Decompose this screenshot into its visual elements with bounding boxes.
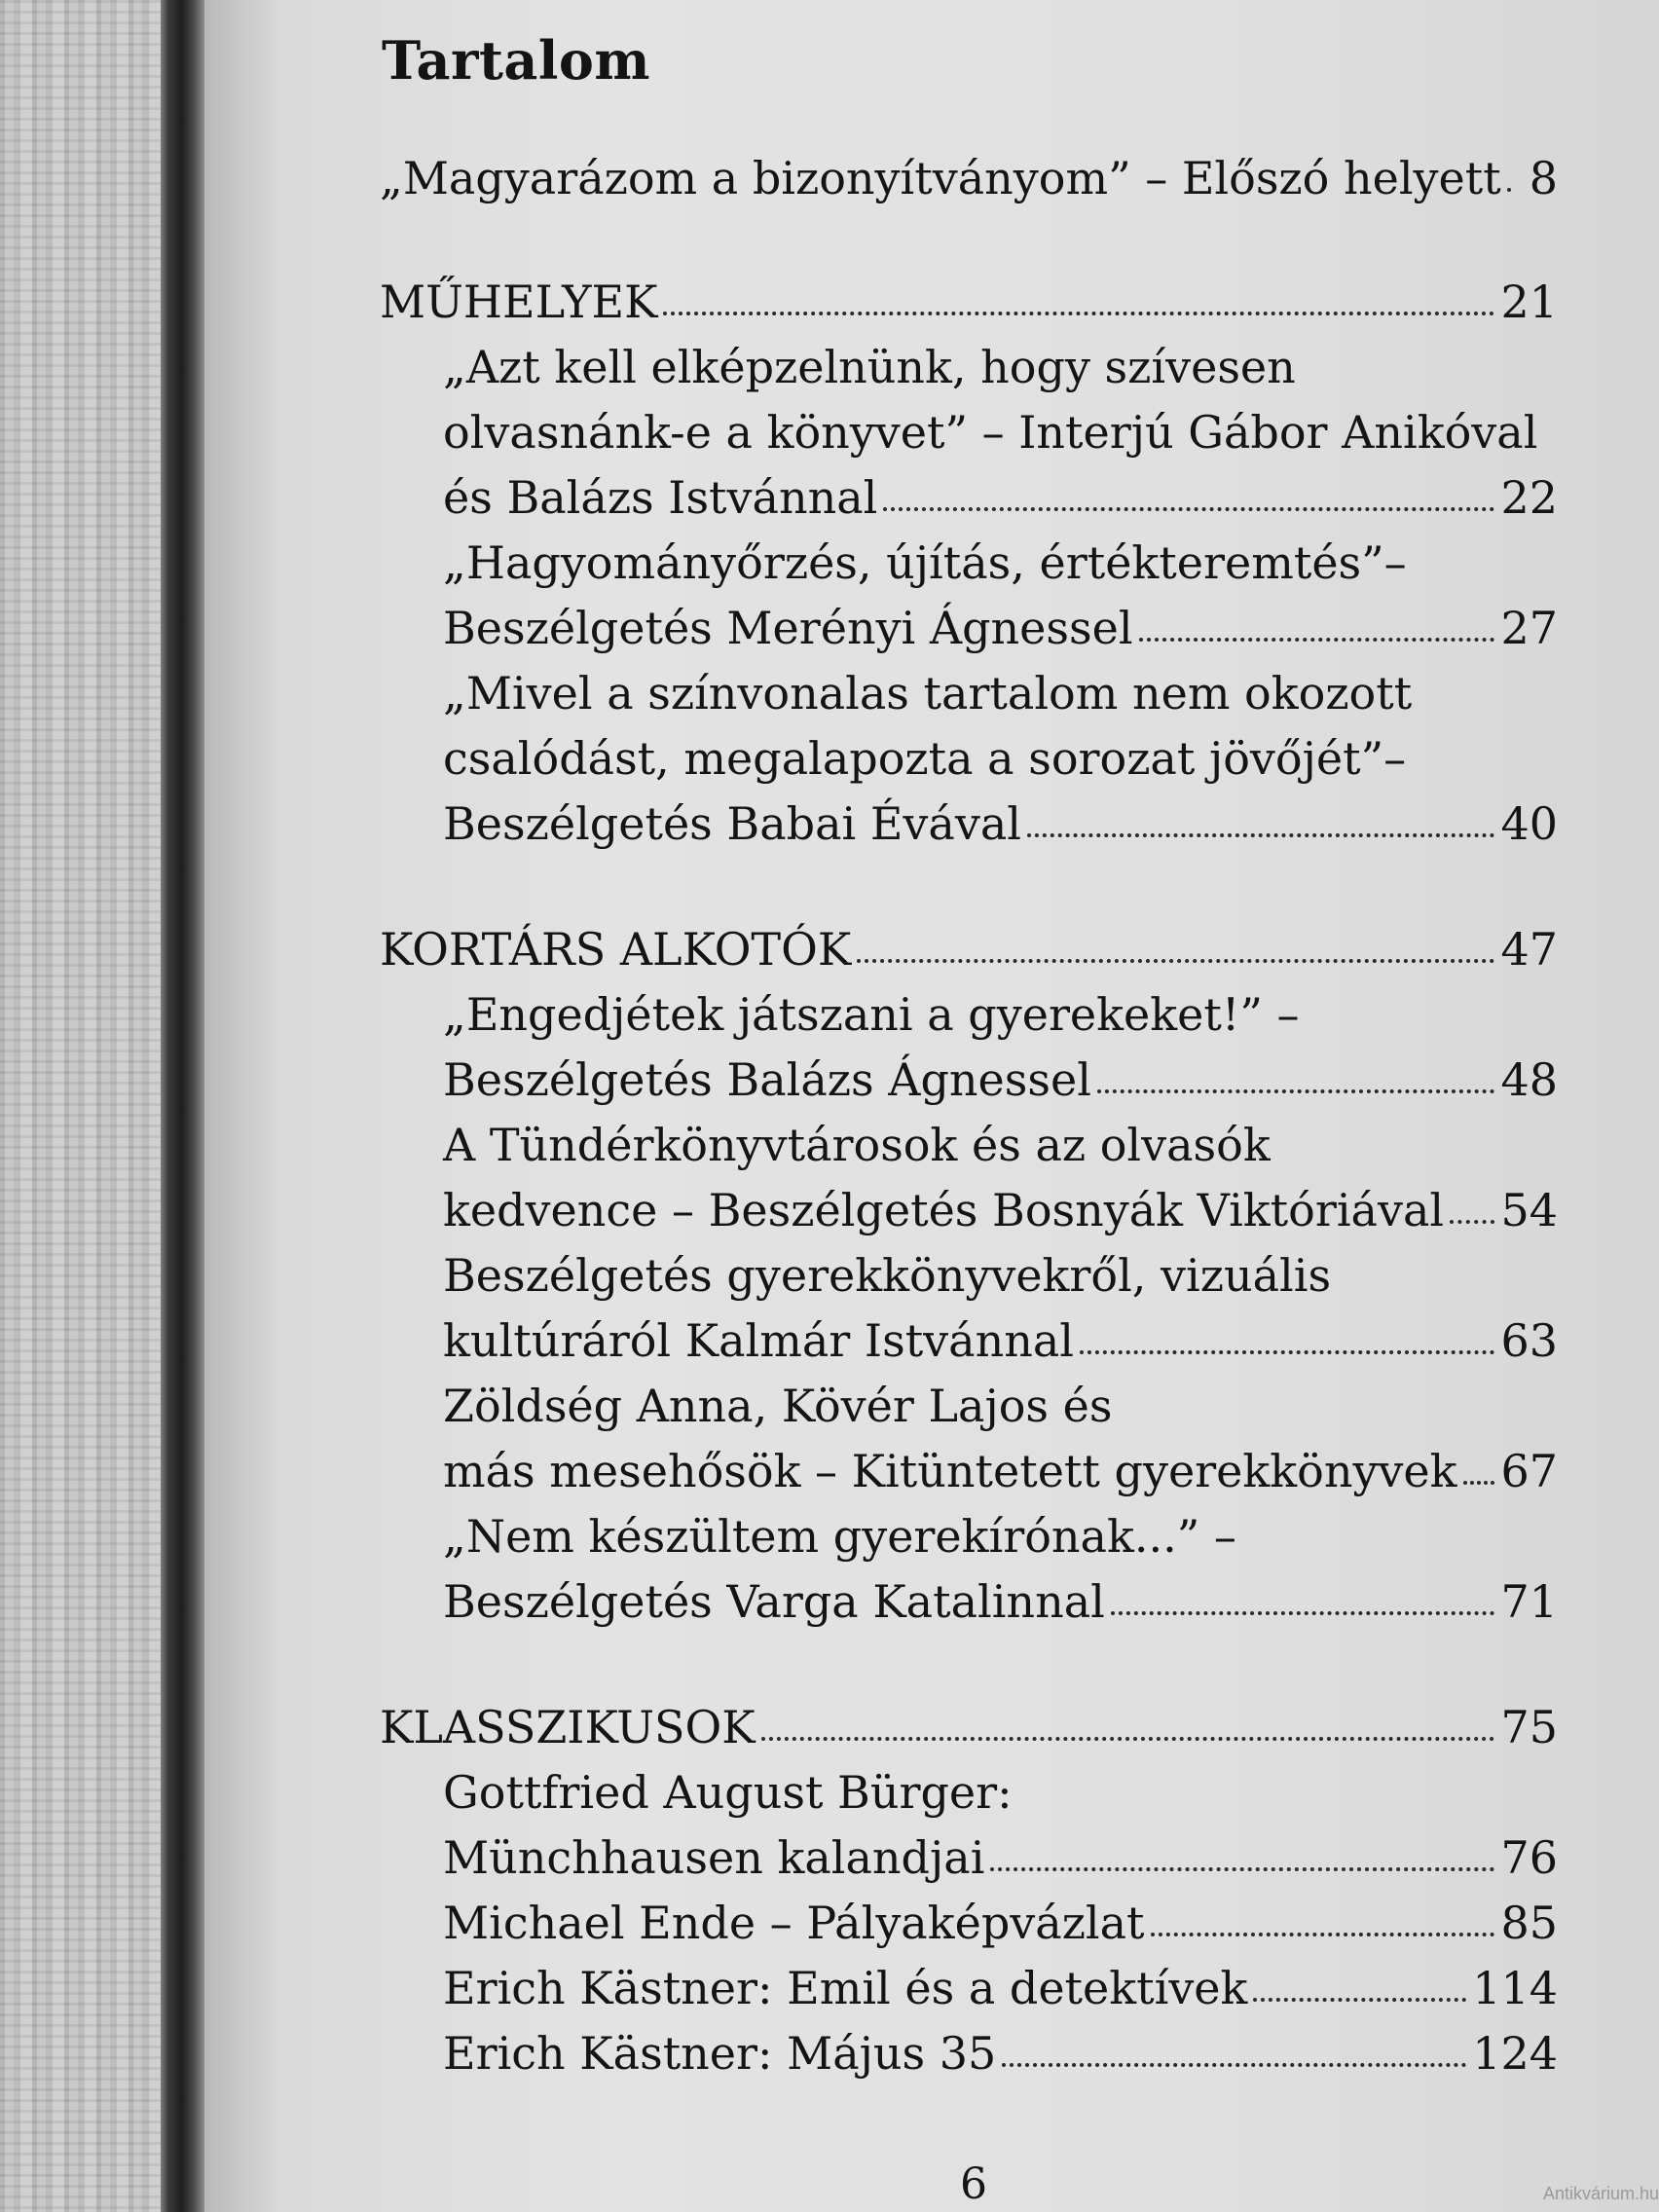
table-of-contents — [380, 29, 1558, 2086]
toc-entry-line: „Hagyományőrzés, újítás, értékteremtés”– — [443, 536, 1407, 589]
toc-page-number: 114 — [1472, 1962, 1558, 2014]
toc-preface-row — [380, 146, 1558, 211]
toc-entry-line: A Tündérkönyvtárosok és az olvasók — [443, 1119, 1271, 1171]
toc-page-number: 85 — [1500, 1897, 1558, 1949]
toc-entry — [380, 1048, 1558, 1113]
toc-page-number: 76 — [1500, 1831, 1558, 1884]
toc-entry-line: „Mivel a színvonalas tartalom nem okozott — [443, 667, 1413, 719]
toc-entry-line: Beszélgetés Merényi Ágnessel — [443, 602, 1133, 654]
watermark-text: Antikvárium.hu — [1542, 2184, 1659, 2203]
toc-entry-line: Münchhausen kalandjai — [443, 1831, 985, 1884]
dot-leader — [1139, 634, 1495, 642]
dot-leader — [1253, 1994, 1466, 2002]
toc-entry — [380, 1956, 1558, 2021]
page-number: 6 — [960, 2159, 987, 2209]
dot-leader — [1507, 184, 1513, 192]
toc-entry — [380, 596, 1558, 661]
dot-leader — [1111, 1607, 1495, 1615]
toc-entry-line: olvasnánk-e a könyvet” – Interjú Gábor Anikóval — [443, 406, 1538, 459]
dot-leader — [663, 308, 1494, 315]
toc-entry — [380, 465, 1558, 531]
toc-entry-line: „Nem készültem gyerekírónak...” – — [443, 1510, 1236, 1563]
toc-page-number: 71 — [1500, 1575, 1558, 1628]
toc-page-number: 63 — [1500, 1314, 1558, 1367]
toc-entry — [380, 1569, 1558, 1635]
toc-entry-line: Erich Kästner: Emil és a detektívek — [443, 1962, 1248, 2014]
toc-page-number: 8 — [1529, 152, 1558, 204]
dot-leader — [1027, 830, 1494, 837]
dot-leader — [1151, 1929, 1495, 1936]
dot-leader — [1450, 1216, 1494, 1224]
toc-page-number: 21 — [1500, 276, 1558, 328]
toc-entry-line: Beszélgetés Balázs Ágnessel — [443, 1053, 1091, 1106]
toc-entry-line: Beszélgetés gyerekkönyvekről, vizuális — [443, 1249, 1332, 1302]
dot-leader — [761, 1733, 1495, 1741]
toc-entry-line: Zöldség Anna, Kövér Lajos és — [443, 1380, 1113, 1432]
toc-entry — [380, 1439, 1558, 1504]
toc-title: Tartalom — [382, 29, 651, 92]
section-title: KLASSZIKUSOK — [380, 1701, 756, 1753]
dot-leader — [990, 1863, 1494, 1871]
toc-page-number: 27 — [1500, 602, 1558, 654]
toc-entry-line: Gottfried August Bürger: — [443, 1766, 1013, 1819]
section-title: MŰHELYEK — [380, 276, 658, 328]
toc-entry-line: Beszélgetés Varga Katalinnal — [443, 1575, 1105, 1628]
book-gutter — [161, 0, 204, 2212]
toc-page-number: 75 — [1500, 1701, 1558, 1753]
toc-page-number: 67 — [1500, 1445, 1558, 1497]
toc-page-number: 124 — [1472, 2027, 1558, 2080]
dot-leader — [1463, 1477, 1495, 1485]
toc-page-number: 22 — [1500, 471, 1558, 524]
toc-entry — [380, 1309, 1558, 1374]
toc-entry-line: csalódást, megalapozta a sorozat jövőjét”– — [443, 732, 1407, 785]
dot-leader — [1002, 2059, 1466, 2067]
section-title: KORTÁRS ALKOTÓK — [380, 923, 852, 976]
book-spine-edge — [0, 0, 161, 2212]
toc-entry-line: Erich Kästner: Május 35 — [443, 2027, 997, 2080]
toc-page-number: 47 — [1500, 923, 1558, 976]
toc-entry-line: „Engedjétek játszani a gyerekeket!” – — [443, 988, 1300, 1041]
toc-entry — [380, 1825, 1558, 1891]
toc-entry — [380, 1891, 1558, 1956]
toc-entry-line: Beszélgetés Babai Évával — [443, 797, 1021, 850]
toc-page-number: 48 — [1500, 1053, 1558, 1106]
toc-entry-line: „Azt kell elképzelnünk, hogy szívesen — [443, 341, 1296, 393]
toc-page-number: 54 — [1500, 1184, 1558, 1236]
toc-entry — [380, 1178, 1558, 1243]
toc-entry — [380, 2021, 1558, 2086]
toc-page-number: 40 — [1500, 797, 1558, 850]
toc-entry-line: kedvence – Beszélgetés Bosnyák Viktóriával — [443, 1184, 1445, 1236]
toc-entry-line: más mesehősök – Kitüntetett gyerekkönyvek — [443, 1445, 1457, 1497]
toc-entry — [380, 792, 1558, 857]
toc-entry-line: Michael Ende – Pályaképvázlat — [443, 1897, 1145, 1949]
toc-entry-line: és Balázs Istvánnal — [443, 471, 878, 524]
toc-section-heading — [380, 1695, 1558, 1760]
toc-entry-line: kultúráról Kalmár Istvánnal — [443, 1314, 1074, 1367]
dot-leader — [857, 955, 1494, 963]
toc-section-heading — [380, 917, 1558, 982]
dot-leader — [1080, 1346, 1494, 1354]
dot-leader — [1097, 1086, 1495, 1093]
dot-leader — [883, 503, 1494, 511]
toc-preface-text: „Magyarázom a bizonyítványom” – Előszó helyett — [380, 152, 1501, 204]
toc-section-heading — [380, 270, 1558, 335]
